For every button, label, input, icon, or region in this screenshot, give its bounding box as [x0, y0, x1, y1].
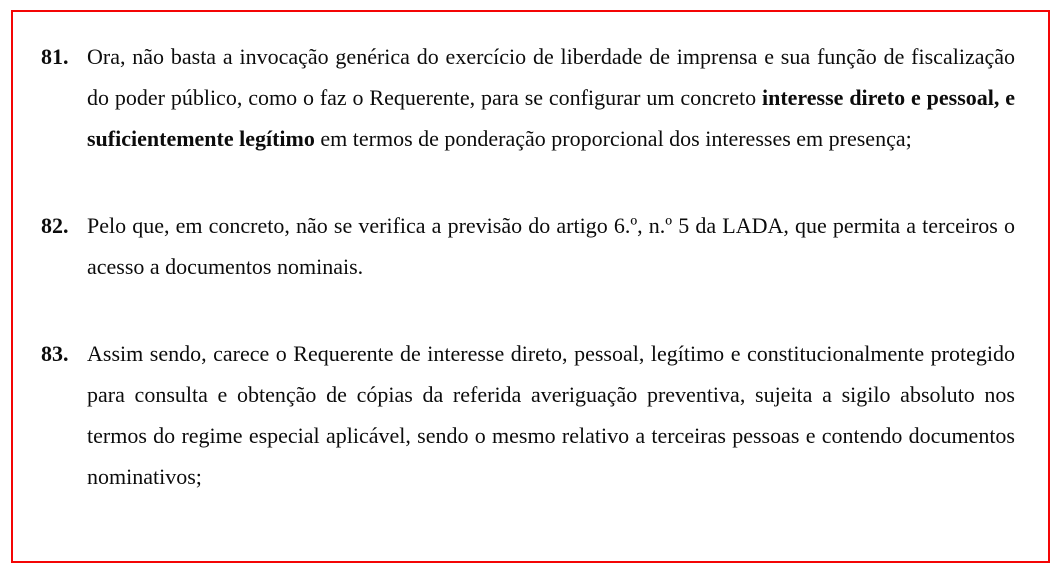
document-frame: [11, 10, 1050, 563]
paragraph-number: 82.: [41, 213, 69, 238]
paragraph-83: [41, 333, 1015, 497]
paragraph-text: Pelo que, em concreto, não se verifica a previsão do artigo 6.º, n.º 5 da LADA, que permita a terceiros o acesso a documentos nominais.: [87, 213, 1015, 279]
paragraph-text: Assim sendo, carece o Requerente de interesse direto, pessoal, legítimo e constitucionalmente protegido para consulta e obtenção de cópias da referida averiguação preventiva, sujeita a sigilo absoluto nos termos do regime especial aplicável, sendo o mesmo relativo a terceiras pessoas e contendo documentos nominativos;: [87, 341, 1015, 489]
paragraph-number: 83.: [41, 341, 69, 366]
paragraph-82: [41, 205, 1015, 287]
paragraph-number: 81.: [41, 44, 69, 69]
bold-emphasis: interesse direto e pessoal, e suficientemente legítimo: [87, 85, 1016, 151]
paragraph-text: em termos de ponderação proporcional dos interesses em presença;: [314, 126, 912, 151]
paragraph-text: Ora, não basta a invocação genérica do exercício de liberdade de imprensa e sua função de fiscalização do poder público, como o faz o Requerente, para se configurar um concreto: [87, 44, 1015, 110]
paragraph-81: [41, 36, 1015, 159]
